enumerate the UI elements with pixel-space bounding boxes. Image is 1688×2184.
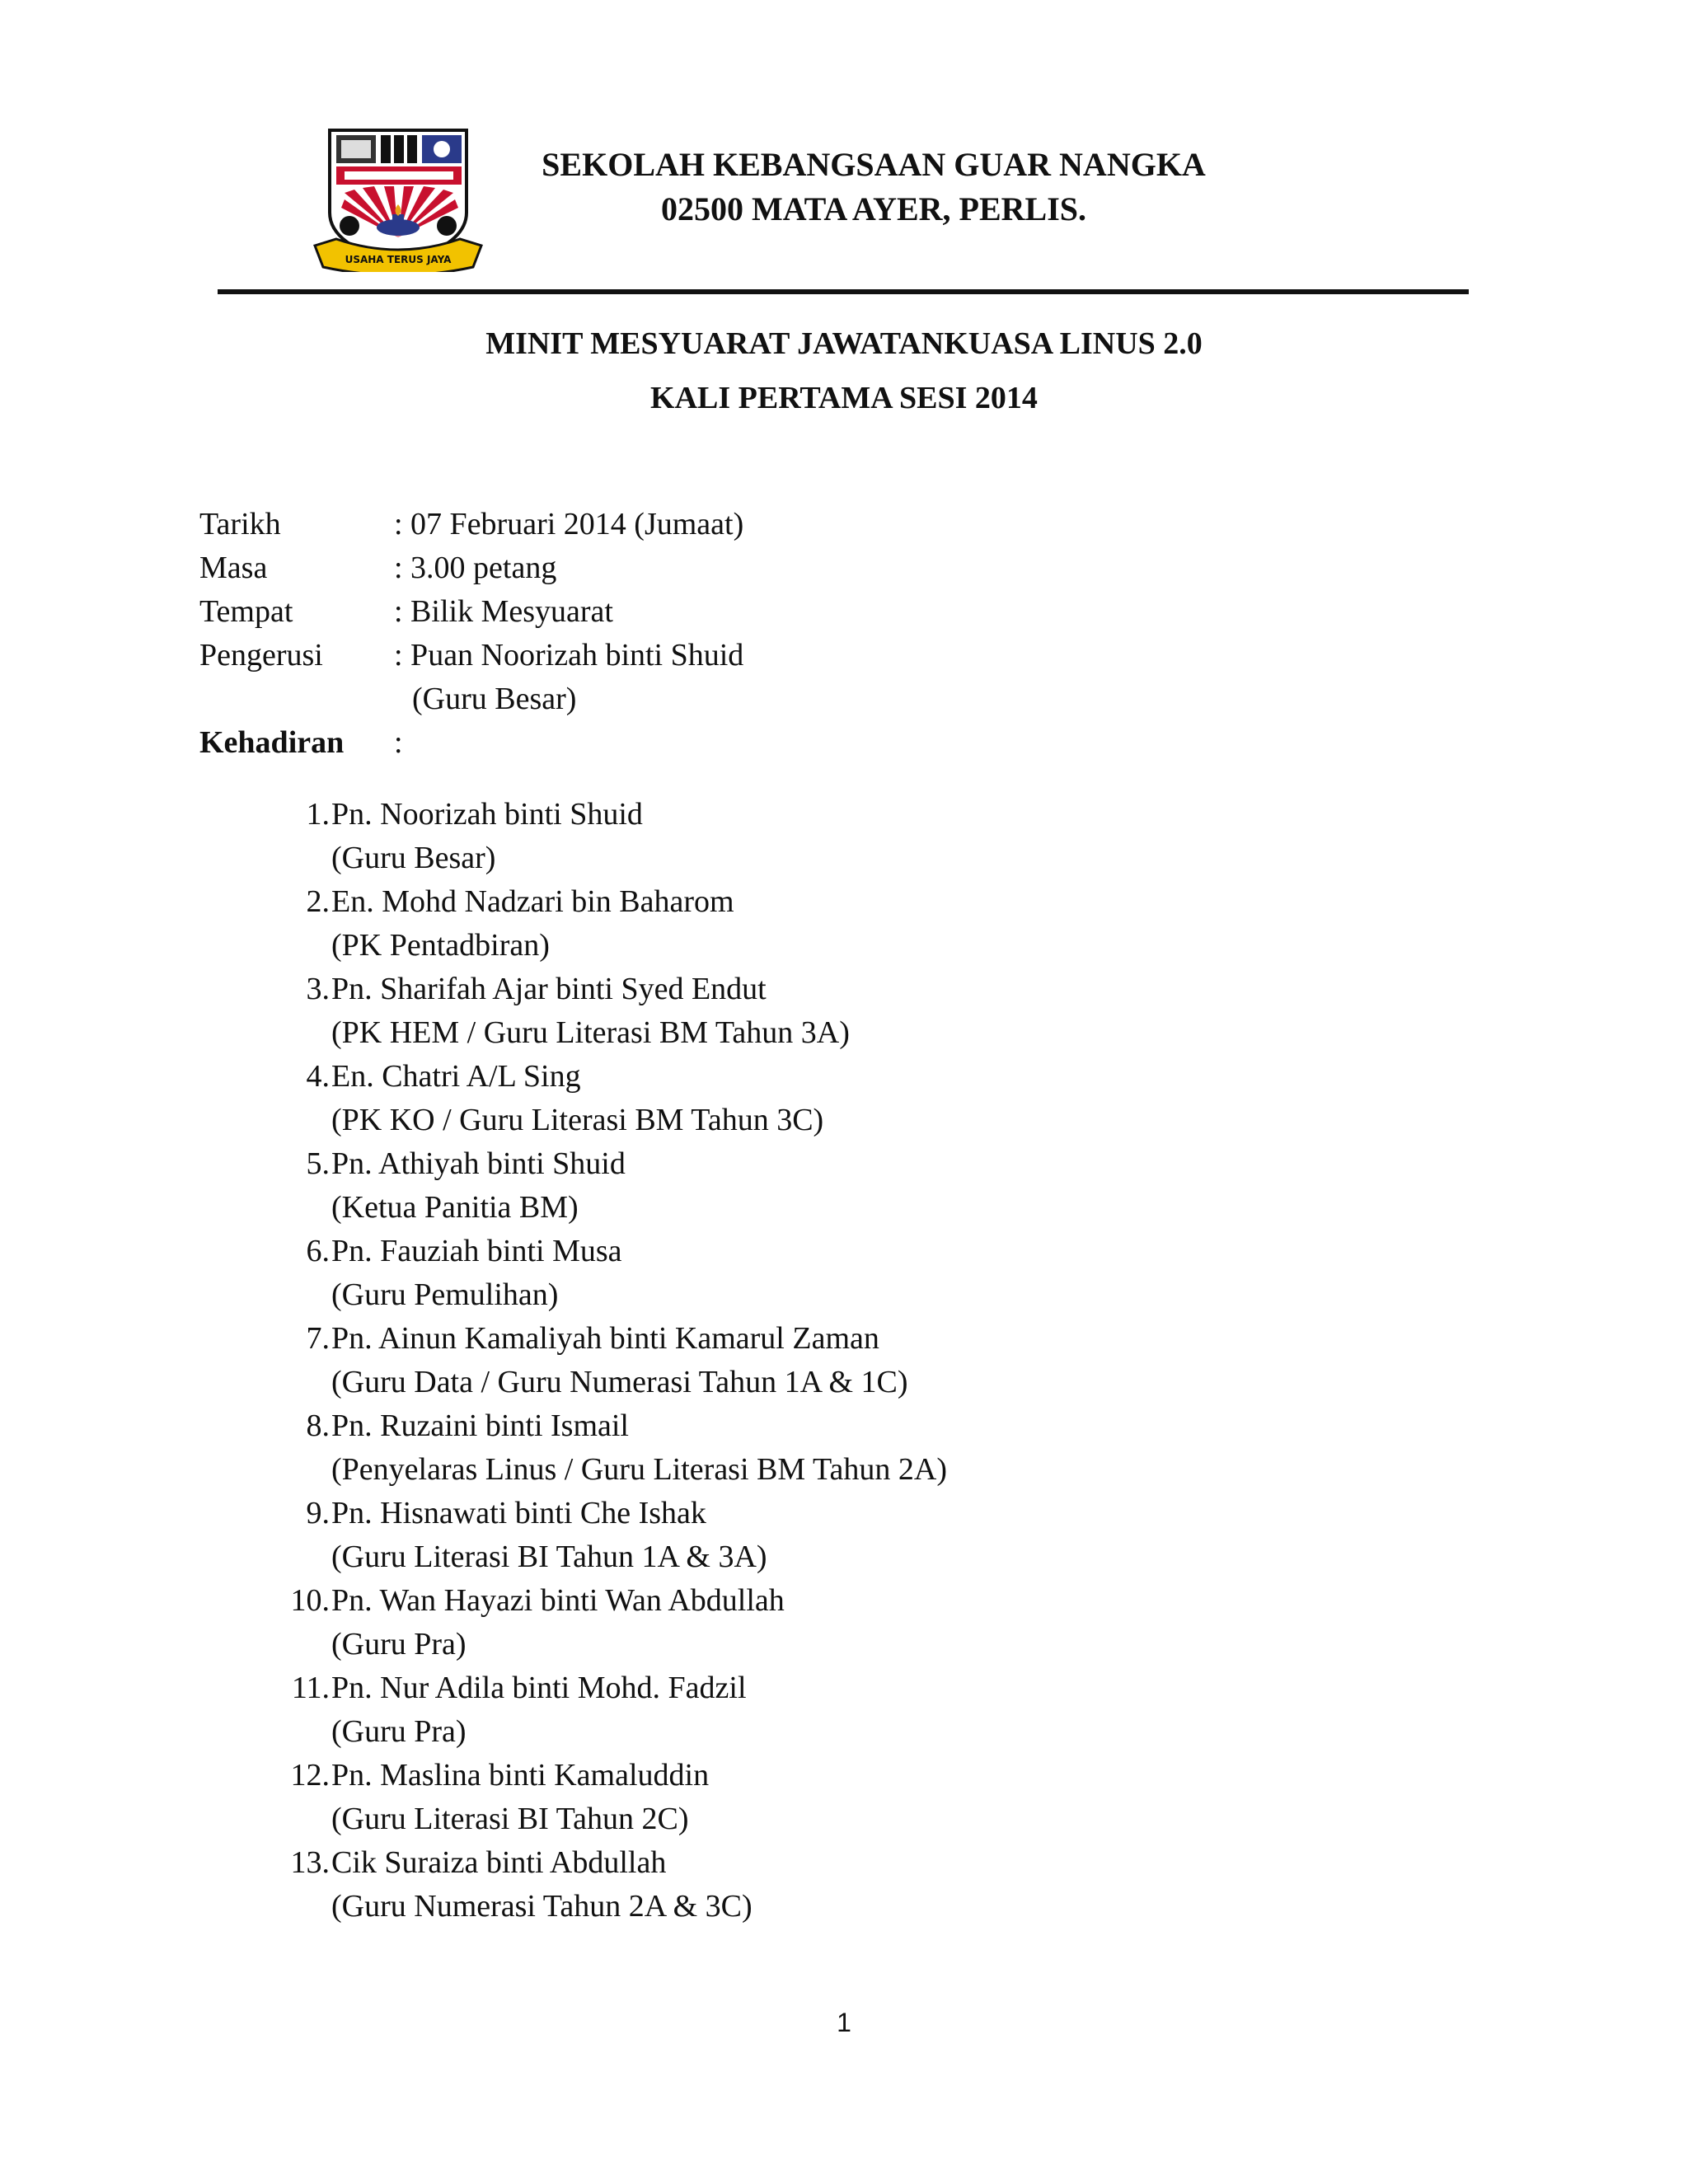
attendee-number: 9. xyxy=(306,1496,330,1530)
attendee-role: (Guru Numerasi Tahun 2A & 3C) xyxy=(331,1889,753,1924)
attendee-number: 13. xyxy=(290,1845,330,1880)
school-name: SEKOLAH KEBANGSAAN GUAR NANGKA xyxy=(542,146,1206,183)
meta-label: Tarikh xyxy=(199,507,281,541)
attendee-number: 10. xyxy=(290,1583,330,1618)
document-subtitle: KALI PERTAMA SESI 2014 xyxy=(650,381,1038,415)
attendee-name: Pn. Sharifah Ajar binti Syed Endut xyxy=(331,972,767,1006)
attendee-name: Pn. Noorizah binti Shuid xyxy=(331,797,643,832)
attendee-name: Pn. Hisnawati binti Che Ishak xyxy=(331,1496,706,1530)
attendee-name: Pn. Wan Hayazi binti Wan Abdullah xyxy=(331,1583,785,1618)
letterhead-divider xyxy=(218,289,1469,294)
attendee-name: En. Chatri A/L Sing xyxy=(331,1059,581,1094)
attendee-role: (Guru Pra) xyxy=(331,1714,467,1749)
attendee-number: 5. xyxy=(306,1146,330,1181)
meta-value: : xyxy=(394,725,403,760)
attendee-number: 3. xyxy=(306,972,330,1006)
attendee-role: (Guru Besar) xyxy=(331,841,496,875)
attendee-number: 6. xyxy=(306,1234,330,1268)
attendee-name: Pn. Maslina binti Kamaluddin xyxy=(331,1758,710,1793)
meta-value: : Bilik Mesyuarat xyxy=(394,594,613,629)
meta-label: Masa xyxy=(199,551,268,585)
meta-value: : 3.00 petang xyxy=(394,551,557,585)
school-address: 02500 MATA AYER, PERLIS. xyxy=(660,190,1086,227)
attendee-name: Pn. Fauziah binti Musa xyxy=(331,1234,622,1268)
attendee-role: (Penyelaras Linus / Guru Literasi BM Tahun 2A) xyxy=(331,1452,947,1487)
attendee-role: (Guru Literasi BI Tahun 2C) xyxy=(331,1802,689,1836)
attendee-role: (PK Pentadbiran) xyxy=(331,928,550,963)
meta-value: : Puan Noorizah binti Shuid xyxy=(394,638,744,673)
attendee-name: Pn. Ainun Kamaliyah binti Kamarul Zaman xyxy=(331,1321,879,1356)
attendee-name: Pn. Ruzaini binti Ismail xyxy=(331,1408,629,1443)
attendee-role: (PK HEM / Guru Literasi BM Tahun 3A) xyxy=(331,1015,850,1050)
attendee-number: 7. xyxy=(306,1321,330,1356)
meta-value: (Guru Besar) xyxy=(412,682,577,716)
attendee-name: Pn. Nur Adila binti Mohd. Fadzil xyxy=(331,1671,747,1705)
attendee-number: 12. xyxy=(290,1758,330,1793)
attendee-role: (Ketua Panitia BM) xyxy=(331,1190,579,1225)
page-number: 1 xyxy=(837,2008,851,2037)
meta-label: Tempat xyxy=(199,594,293,629)
school-crest-logo xyxy=(312,122,485,272)
attendee-role: (Guru Pra) xyxy=(331,1627,467,1661)
attendee-number: 1. xyxy=(306,797,330,832)
attendee-number: 2. xyxy=(306,884,330,919)
attendee-role: (Guru Literasi BI Tahun 1A & 3A) xyxy=(331,1540,767,1574)
attendee-number: 8. xyxy=(306,1408,330,1443)
attendee-number: 11. xyxy=(291,1671,330,1705)
attendee-role: (Guru Pemulihan) xyxy=(331,1277,559,1312)
attendee-name: Pn. Athiyah binti Shuid xyxy=(331,1146,626,1181)
attendance-heading: Kehadiran xyxy=(199,725,345,760)
attendee-name: En. Mohd Nadzari bin Baharom xyxy=(331,884,734,919)
attendee-number: 4. xyxy=(306,1059,330,1094)
meta-value: : 07 Februari 2014 (Jumaat) xyxy=(394,507,744,541)
attendee-name: Cik Suraiza binti Abdullah xyxy=(331,1845,667,1880)
meta-label: Pengerusi xyxy=(199,638,323,673)
document-title: MINIT MESYUARAT JAWATANKUASA LINUS 2.0 xyxy=(485,326,1203,361)
attendee-role: (Guru Data / Guru Numerasi Tahun 1A & 1C) xyxy=(331,1365,908,1399)
svg-text:USAHA TERUS JAYA: USAHA TERUS JAYA xyxy=(345,254,452,265)
attendee-role: (PK KO / Guru Literasi BM Tahun 3C) xyxy=(331,1103,824,1137)
